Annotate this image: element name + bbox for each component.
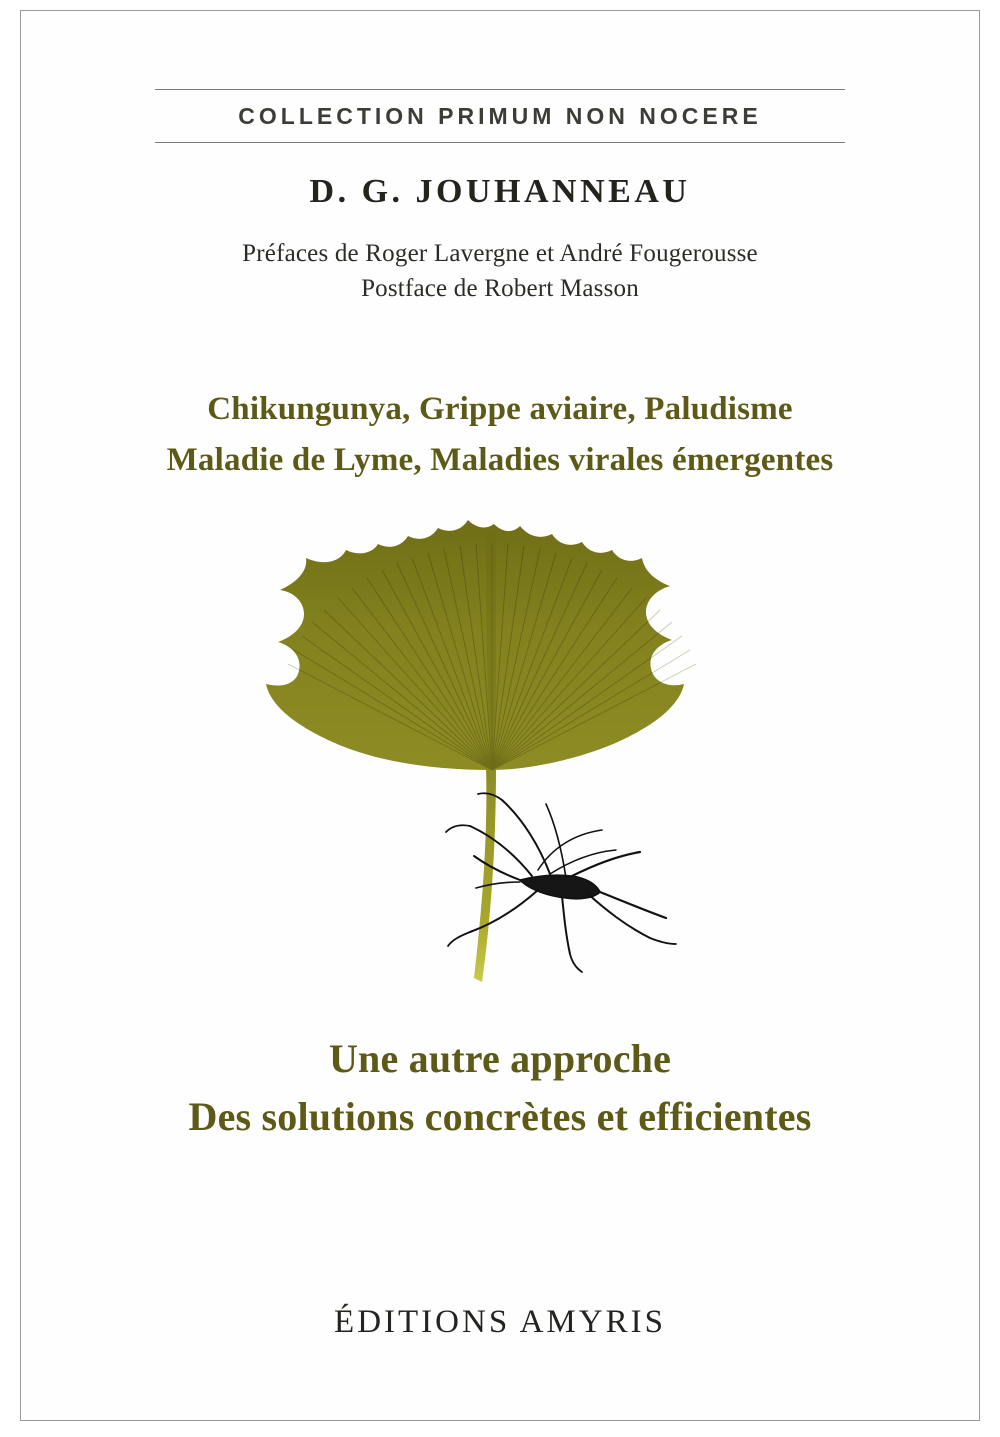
- author-name: D. G. JOUHANNEAU: [309, 173, 691, 210]
- cover-illustration: [220, 508, 780, 1008]
- divider-top: [155, 89, 845, 90]
- subject-lines: [91, 384, 909, 486]
- divider-bottom: [155, 142, 845, 143]
- collection-band: [91, 89, 909, 143]
- publisher-name: ÉDITIONS AMYRIS: [334, 1304, 666, 1340]
- ginkgo-leaf-body: [220, 508, 780, 808]
- subject-line-1: Chikungunya, Grippe aviaire, Paludisme: [207, 391, 793, 427]
- subject-line-2: Maladie de Lyme, Maladies virales émergentes: [166, 442, 834, 479]
- preface-line-1: Préfaces de Roger Lavergne et André Fougerousse: [242, 240, 758, 267]
- tagline-line-2: Des solutions concrètes et efficientes: [188, 1094, 812, 1140]
- cover-content: [21, 11, 979, 1420]
- tagline-line-1: Une autre approche: [328, 1036, 672, 1082]
- preface-line-2: Postface de Robert Masson: [361, 274, 639, 302]
- collection-title: COLLECTION PRIMUM NON NOCERE: [238, 103, 762, 129]
- prefaces-block: [91, 237, 909, 306]
- tagline-block: [91, 1030, 909, 1146]
